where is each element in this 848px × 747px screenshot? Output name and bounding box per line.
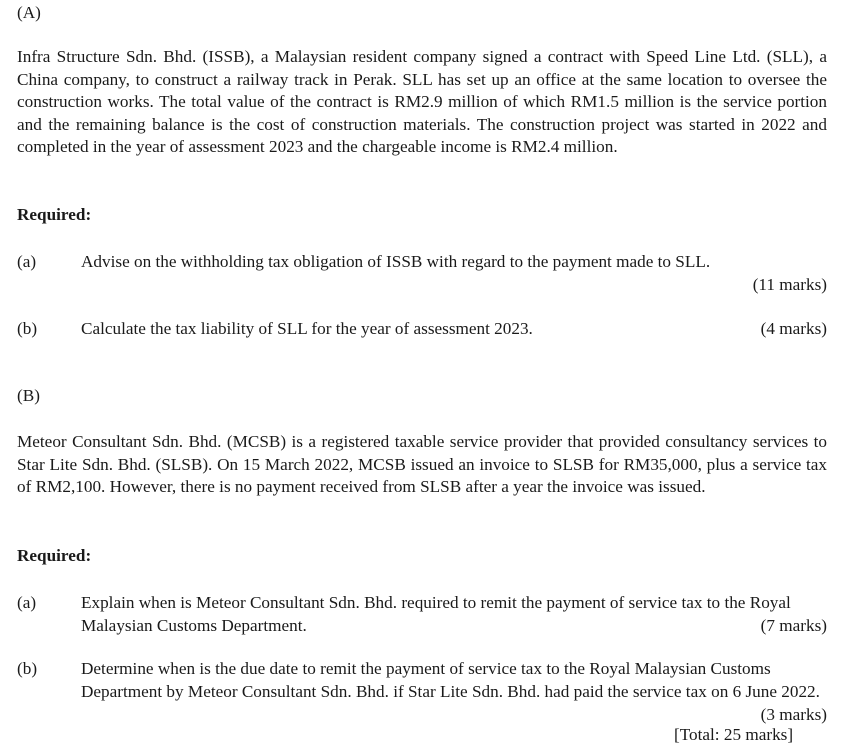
question-label: (b) xyxy=(17,659,38,678)
part-a-paragraph: Infra Structure Sdn. Bhd. (ISSB), a Malaysian resident company signed a contract with Speed Line Ltd. (SLL), a China company, to construct a railway track in Perak. SLL has set up an office at the same location to oversee the construction works. The total value of the contract is RM2.9 million of which RM1.5 million is the service portion and the remaining balance is the cost of construction materials. The construction project was started in 2022 and completed in the year of assessment 2023 and the chargeable income is RM2.4 million. xyxy=(17,47,827,157)
question-label: (a) xyxy=(17,593,37,612)
question-label: (b) xyxy=(17,319,38,338)
question-text: Determine when is the due date to remit the payment of service tax to the Royal Malaysian Customs Department by Meteor Consultant Sdn. Bhd. if Star Lite Sdn. Bhd. had paid the service tax on 6 June 2022. xyxy=(81,659,820,701)
question-text xyxy=(81,592,827,637)
question-marks: (7 marks) xyxy=(760,616,827,635)
part-b-label: (B) xyxy=(17,386,40,405)
part-b-question-a xyxy=(17,592,827,638)
total-marks: [Total: 25 marks] xyxy=(674,725,794,744)
question-text-content: Explain when is Meteor Consultant Sdn. Bhd. required to remit the payment of service tax to the Royal Malaysian Customs Department. xyxy=(81,593,791,635)
part-b-required-heading: Required: xyxy=(17,546,92,565)
part-a-label: (A) xyxy=(17,3,41,22)
question-text: Calculate the tax liability of SLL for the year of assessment 2023. xyxy=(81,319,533,338)
question-marks: (11 marks) xyxy=(752,275,827,294)
part-b-question-b xyxy=(17,658,827,728)
question-marks: (4 marks) xyxy=(760,319,827,338)
question-label: (a) xyxy=(17,252,37,271)
part-a-question-b xyxy=(17,318,827,342)
part-a-required-heading: Required: xyxy=(17,205,92,224)
question-text: Advise on the withholding tax obligation of ISSB with regard to the payment made to SLL. xyxy=(81,252,711,271)
part-a-question-a xyxy=(17,251,827,297)
part-b-paragraph: Meteor Consultant Sdn. Bhd. (MCSB) is a registered taxable service provider that provided consultancy services to Star Lite Sdn. Bhd. (SLSB). On 15 March 2022, MCSB issued an invoice to SLSB for RM35,000, plus a service tax of RM2,100. However, there is no payment received from SLSB after a year the invoice was issued. xyxy=(17,432,827,497)
question-marks: (3 marks) xyxy=(760,705,827,724)
